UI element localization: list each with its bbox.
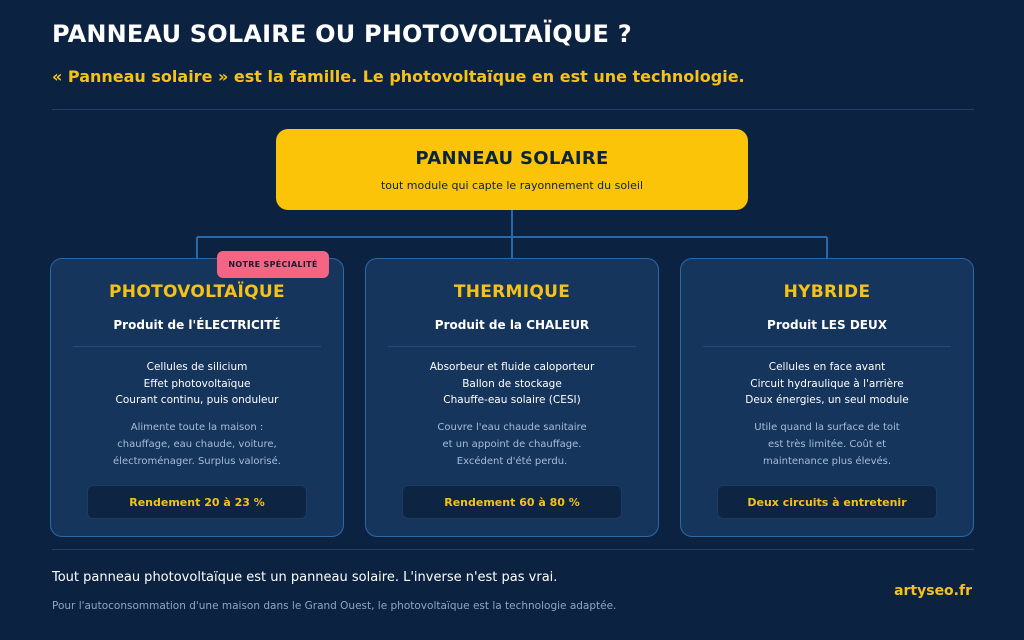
card-produces: Produit LES DEUX (767, 318, 887, 332)
card-note (691, 419, 963, 470)
card-footer: Deux circuits à entretenir (717, 485, 937, 519)
specialty-badge: NOTRE SPÉCIALITÉ (217, 251, 329, 278)
feature-item: Absorbeur et fluide caloporteur (429, 361, 595, 373)
note-line: et un appoint de chauffage. (442, 439, 582, 450)
card-divider (388, 346, 636, 347)
footer-note: Pour l'autoconsommation d'une maison dans le Grand Ouest, le photovoltaïque est la technologie adaptée. (52, 600, 617, 612)
feature-item: Deux énergies, un seul module (745, 394, 909, 406)
note-line: Utile quand la surface de toit (754, 422, 900, 433)
card-hybride (680, 258, 974, 537)
feature-item: Ballon de stockage (462, 377, 562, 390)
feature-item: Cellules en face avant (768, 361, 886, 373)
card-features (51, 359, 343, 409)
feature-item: Courant continu, puis onduleur (115, 394, 279, 406)
root-description: tout module qui capte le rayonnement du soleil (380, 178, 644, 192)
card-produces: Produit de l'ÉLECTRICITÉ (113, 318, 281, 332)
note-line: Alimente toute la maison : (130, 422, 264, 433)
note-line: Couvre l'eau chaude sanitaire (437, 422, 587, 433)
card-produces: Produit de la CHALEUR (434, 318, 590, 332)
card-title: HYBRIDE (783, 282, 871, 302)
card-features (681, 359, 973, 409)
root-title: PANNEAU SOLAIRE (415, 147, 609, 169)
card-title: THERMIQUE (453, 282, 571, 302)
feature-item: Chauffe-eau solaire (CESI) (443, 394, 581, 406)
card-divider (703, 346, 951, 347)
card-title: PHOTOVOLTAÏQUE (109, 282, 285, 302)
feature-item: Circuit hydraulique à l'arrière (750, 377, 904, 390)
feature-item: Cellules de silicium (146, 361, 248, 373)
card-divider (73, 346, 321, 347)
note-line: électroménager. Surplus valorisé. (113, 456, 281, 467)
page-title: PANNEAU SOLAIRE OU PHOTOVOLTAÏQUE ? (52, 20, 632, 48)
page-subtitle: « Panneau solaire » est la famille. Le photovoltaïque en est une technologie. (52, 67, 745, 86)
card-footer: Rendement 60 à 80 % (402, 485, 622, 519)
card-features (366, 359, 658, 409)
card-thermique (365, 258, 659, 537)
note-line: maintenance plus élevés. (762, 456, 892, 467)
note-line: est très limitée. Coût et (767, 439, 887, 450)
card-footer: Rendement 20 à 23 % (87, 485, 307, 519)
root-node (276, 129, 748, 210)
card-note (61, 419, 333, 470)
brand-link[interactable]: artyseo.fr (894, 583, 972, 599)
card-note (376, 419, 648, 470)
note-line: Excédent d'été perdu. (456, 456, 568, 467)
note-line: chauffage, eau chaude, voiture, (117, 439, 277, 450)
bottom-divider (52, 549, 974, 550)
footer-statement: Tout panneau photovoltaïque est un panneau solaire. L'inverse n'est pas vrai. (52, 570, 558, 585)
card-photovoltaique (50, 258, 344, 537)
feature-item: Effet photovoltaïque (143, 377, 251, 390)
